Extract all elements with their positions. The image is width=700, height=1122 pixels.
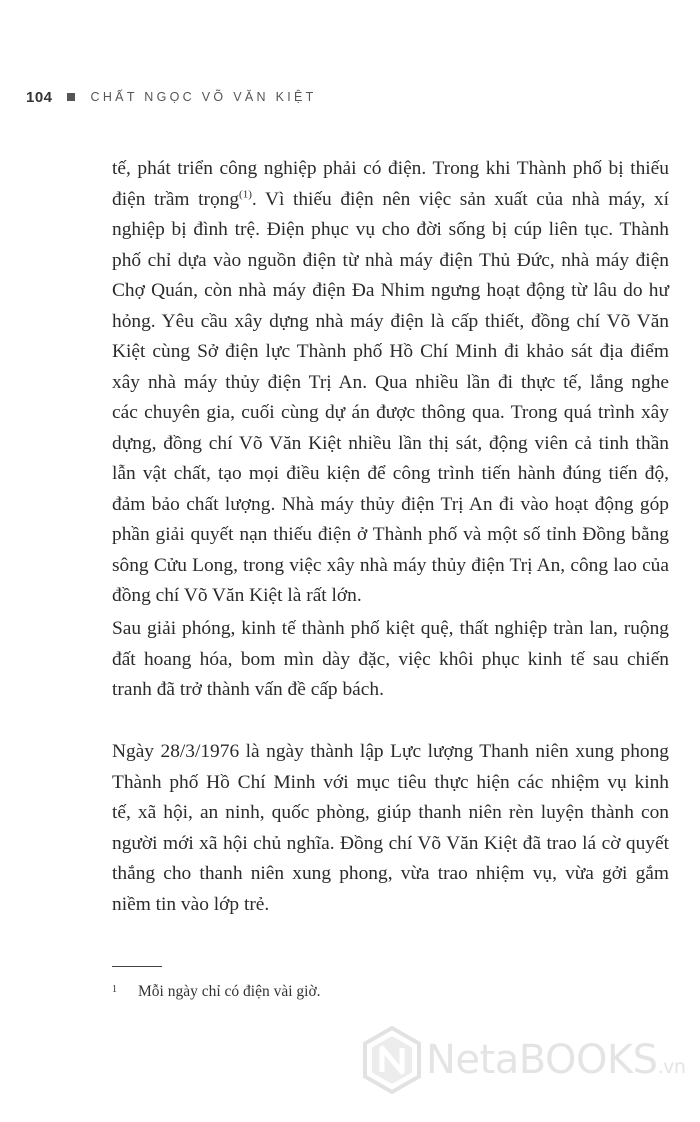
book-title: CHẤT NGỌC VÕ VĂN KIỆT [90, 90, 317, 104]
text-line: dựng, đồng chí Võ Văn Kiệt nhiều lần thị sát, động viên cả tinh thần [112, 432, 669, 454]
text-line: Thành phố Hồ Chí Minh với mục tiêu thực hiện các nhiệm vụ kinh [112, 771, 669, 793]
text-line: Chợ Quán, còn nhà máy điện Đa Nhim ngưng hoạt động từ lâu do hư [112, 280, 669, 301]
footnote-reference[interactable]: (1) [239, 188, 252, 201]
footnote-text: Mỗi ngày chỉ có điện vài giờ. [138, 983, 321, 1000]
footnote [112, 983, 321, 1001]
text-line: Sau giải phóng, kinh tế thành phố kiệt quệ, thất nghiệp tràn lan, ruộng [112, 618, 669, 639]
text-line: hỏng. Yêu cầu xây dựng nhà máy điện là cấp thiết, đồng chí Võ Văn [112, 310, 669, 332]
paragraph-1 [112, 154, 669, 612]
watermark [362, 1020, 685, 1100]
text-line: Ngày 28/3/1976 là ngày thành lập Lực lượng Thanh niên xung phong [112, 741, 669, 762]
text-line: đồng chí Võ Văn Kiệt là rất lớn. [112, 585, 362, 606]
text-line: niềm tin vào lớp trẻ. [112, 893, 270, 915]
text-line: các chuyên gia, cuối cùng dự án được thông qua. Trong quá trình xây [112, 402, 669, 423]
text-line [112, 185, 669, 216]
watermark-brand-text: NetaBOOKS [426, 1037, 658, 1083]
running-head [26, 86, 317, 108]
text-line: đảm bảo chất lượng. Nhà máy thủy điện Trị An đi vào hoạt động góp [112, 493, 669, 515]
netabooks-logo-icon [362, 1026, 422, 1094]
text-line: phố chỉ dựa vào nguồn điện từ nhà máy điện Thủ Đức, nhà máy điện [112, 249, 669, 271]
text-line: xây nhà máy thủy điện Trị An. Qua nhiều lần đi thực tế, lắng nghe [112, 371, 669, 393]
header-square-icon [67, 93, 75, 101]
text-line: nghiệp bị đình trệ. Điện phục vụ cho đời sống bị cúp liên tục. Thành [112, 219, 669, 240]
text-segment: . Vì thiếu điện nên việc sản xuất của nhà máy, xí [251, 188, 669, 210]
text-line: đất hoang hóa, bom mìn dày đặc, việc khôi phục kinh tế sau chiến [112, 648, 669, 670]
text-line: tế, xã hội, an ninh, quốc phòng, giúp thanh niên rèn luyện thành con [112, 802, 669, 823]
text-segment: điện trầm trọng [112, 188, 240, 210]
text-line: Kiệt cùng Sở điện lực Thành phố Hồ Chí Minh đi khảo sát địa điểm [112, 341, 669, 362]
text-line: sông Cửu Long, trong việc xây nhà máy thủy điện Trị An, công lao của [112, 554, 669, 576]
page-number: 104 [26, 88, 53, 106]
footnote-divider [112, 966, 162, 967]
text-line: tranh đã trở thành vấn đề cấp bách. [112, 679, 384, 700]
watermark-brand [426, 1037, 685, 1083]
text-line: tế, phát triển công nghiệp phải có điện. Trong khi Thành phố bị thiếu [112, 158, 669, 179]
text-line: thắng cho thanh niên xung phong, vừa trao nhiệm vụ, vừa gởi gắm [112, 863, 669, 884]
text-line: người mới xã hội chủ nghĩa. Đồng chí Võ Văn Kiệt đã trao lá cờ quyết [112, 832, 669, 854]
watermark-suffix: .vn [657, 1056, 686, 1078]
text-line: lẫn vật chất, tạo mọi điều kiện để công trình tiến hành đúng tiến độ, [112, 463, 669, 484]
paragraph-2 [112, 614, 669, 706]
text-line: phần giải quyết nạn thiếu điện ở Thành phố và một số tỉnh Đồng bằng [112, 524, 669, 545]
footnote-marker: 1 [112, 984, 117, 995]
paragraph-3 [112, 737, 669, 920]
